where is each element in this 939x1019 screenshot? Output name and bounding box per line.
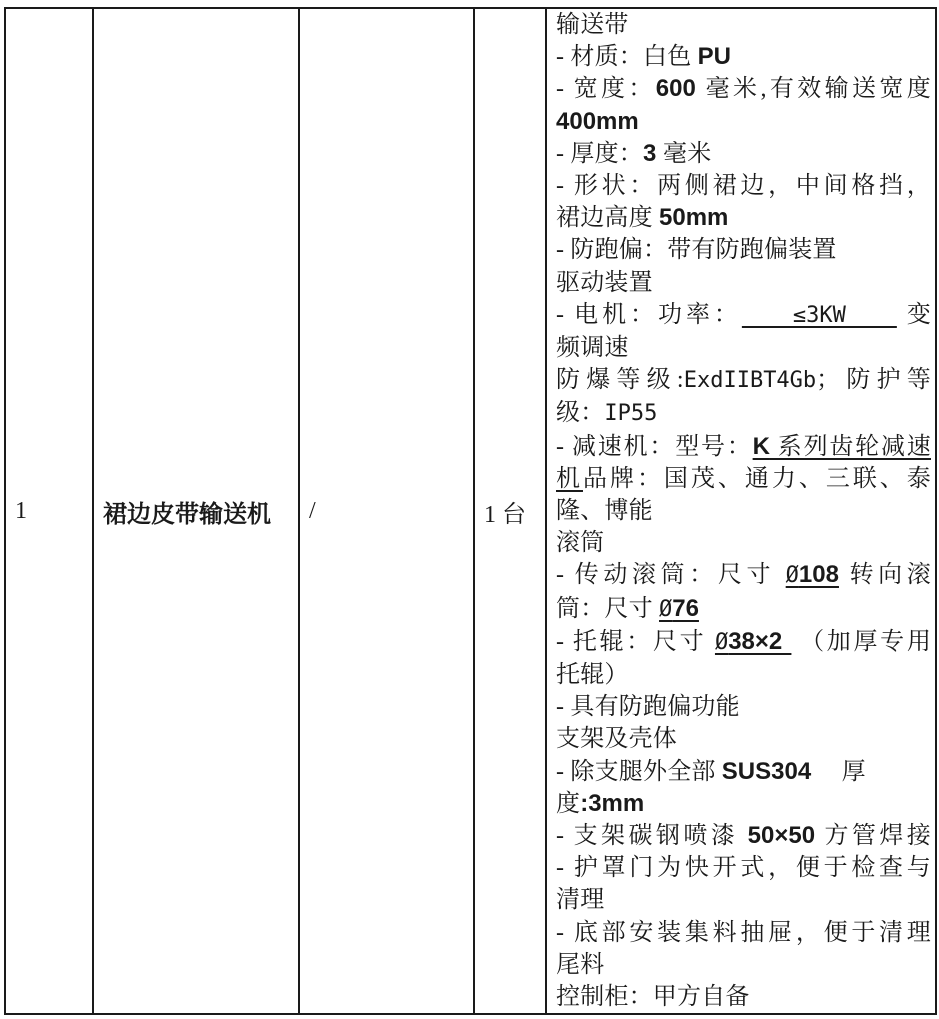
spec-segment: PU bbox=[697, 43, 731, 71]
spec-line bbox=[556, 332, 931, 364]
spec-segment: 品牌：国茂、通力、三联、泰 bbox=[582, 465, 931, 492]
spec-line bbox=[556, 756, 931, 788]
spec-segment: 3 bbox=[643, 139, 664, 167]
spec-segment: 600 bbox=[655, 75, 706, 103]
spec-segment: 50mm bbox=[659, 204, 729, 232]
spec-line bbox=[556, 73, 931, 105]
spec-line bbox=[556, 431, 931, 463]
model-value: / bbox=[309, 497, 316, 524]
spec-segment: 支架及壳体 bbox=[556, 726, 677, 753]
spec-segment: 76 bbox=[672, 594, 699, 622]
spec-line bbox=[556, 495, 931, 527]
spec-line bbox=[556, 884, 931, 916]
spec-line bbox=[556, 170, 931, 202]
spec-segment: 机 bbox=[556, 465, 583, 492]
spec-line bbox=[556, 788, 931, 820]
spec-segment: 毫米 bbox=[663, 140, 712, 167]
spec-segment: （加厚专用 bbox=[791, 628, 932, 655]
spec-segment: 清理 bbox=[556, 887, 605, 914]
spec-segment: 驱动装置 bbox=[556, 269, 653, 296]
spec-segment: ExdIIBT4Gb bbox=[683, 368, 817, 394]
spec-segment: - 防跑偏：带有防跑偏装置 bbox=[556, 237, 837, 264]
spec-segment: 毫米,有效输送宽度 bbox=[705, 76, 931, 103]
spec-line bbox=[556, 593, 931, 626]
spec-segment: 筒：尺寸 bbox=[556, 595, 659, 622]
spec-line bbox=[556, 234, 931, 266]
spec-line bbox=[556, 267, 931, 299]
spec-segment: 变 bbox=[896, 301, 932, 328]
spec-segment: 频调速 bbox=[556, 335, 629, 362]
spec-segment: ≤3KW bbox=[741, 302, 897, 328]
spec-segment: - 托辊：尺寸 bbox=[556, 628, 715, 655]
spec-segment: - 减速机：型号： bbox=[556, 433, 753, 460]
spec-segment: - 底部安装集料抽屉，便于清理 bbox=[556, 919, 931, 946]
spec-line bbox=[556, 9, 931, 41]
spec-line bbox=[556, 981, 931, 1013]
spec-segment: ；防护等 bbox=[816, 367, 931, 394]
spec-segment: - 材质：白色 bbox=[556, 44, 698, 71]
spec-line bbox=[556, 691, 931, 723]
spec-line bbox=[556, 820, 931, 852]
spec-segment: - 宽度： bbox=[556, 76, 656, 103]
spec-lines-container bbox=[556, 9, 931, 1013]
cell-equipment-name bbox=[93, 8, 299, 1014]
spec-line bbox=[556, 949, 931, 981]
spec-line bbox=[556, 106, 931, 138]
quantity-value: 1 台 bbox=[484, 501, 526, 528]
spec-segment: - 电机：功率： bbox=[556, 301, 742, 328]
spec-segment: 系列齿轮减速 bbox=[769, 433, 931, 460]
spec-segment: IP55 bbox=[604, 401, 658, 427]
row-number: 1 bbox=[15, 497, 27, 524]
spec-segment: 隆、博能 bbox=[556, 498, 653, 525]
spec-line bbox=[556, 364, 931, 397]
spec-segment: 厚 bbox=[811, 758, 866, 785]
spec-segment: - 除支腿外全部 bbox=[556, 758, 722, 785]
spec-line bbox=[556, 917, 931, 949]
spec-segment: 托辊） bbox=[556, 662, 629, 689]
cell-model bbox=[299, 8, 474, 1014]
spec-segment: Ø bbox=[714, 629, 729, 655]
spec-line bbox=[556, 138, 931, 170]
spec-segment: 转向滚 bbox=[838, 562, 931, 589]
spec-line bbox=[556, 559, 931, 592]
spec-segment: 级： bbox=[556, 400, 605, 427]
spec-line bbox=[556, 626, 931, 659]
spec-segment: - 护罩门为快开式，便于检查与 bbox=[556, 855, 931, 882]
spec-segment: 控制柜：甲方自备 bbox=[556, 984, 750, 1011]
spec-line bbox=[556, 852, 931, 884]
spec-line bbox=[556, 723, 931, 755]
spec-line bbox=[556, 299, 931, 332]
spec-segment: 50×50 bbox=[747, 822, 816, 850]
spec-segment: K bbox=[752, 432, 770, 460]
spec-line bbox=[556, 527, 931, 559]
cell-row-number bbox=[5, 8, 93, 1014]
spec-segment: 400mm bbox=[556, 107, 639, 135]
spec-segment: - 支架碳钢喷漆 bbox=[556, 823, 748, 850]
table-row bbox=[5, 8, 936, 1014]
spec-line bbox=[556, 41, 931, 73]
spec-segment: - 具有防跑偏功能 bbox=[556, 694, 740, 721]
cell-quantity bbox=[474, 8, 546, 1014]
spec-segment: 38×2 bbox=[728, 627, 792, 655]
spec-segment: - 厚度： bbox=[556, 140, 643, 167]
spec-line bbox=[556, 659, 931, 691]
spec-segment: 滚筒 bbox=[556, 530, 605, 557]
spec-segment: 输送带 bbox=[556, 12, 629, 38]
spec-segment: 尾料 bbox=[556, 951, 605, 978]
spec-line bbox=[556, 463, 931, 495]
spec-segment: 裙边高度 bbox=[556, 205, 659, 232]
spec-segment: - 传动滚筒：尺寸 bbox=[556, 562, 786, 589]
spec-segment: 度 bbox=[556, 790, 581, 817]
spec-segment: 方管焊接 bbox=[815, 823, 931, 850]
spec-segment: SUS304 bbox=[721, 757, 812, 785]
spec-segment: :3mm bbox=[580, 789, 645, 817]
spec-segment: Ø bbox=[659, 596, 673, 622]
spec-segment: 108 bbox=[798, 561, 839, 589]
spec-segment: 防爆等级: bbox=[556, 367, 684, 394]
cell-specifications bbox=[546, 8, 936, 1014]
equipment-spec-table bbox=[4, 7, 937, 1015]
spec-line bbox=[556, 397, 931, 430]
spec-segment: Ø bbox=[785, 563, 799, 589]
spec-line bbox=[556, 202, 931, 234]
equipment-name: 裙边皮带输送机 bbox=[103, 501, 271, 528]
spec-segment: - 形状：两侧裙边，中间格挡， bbox=[556, 173, 931, 200]
